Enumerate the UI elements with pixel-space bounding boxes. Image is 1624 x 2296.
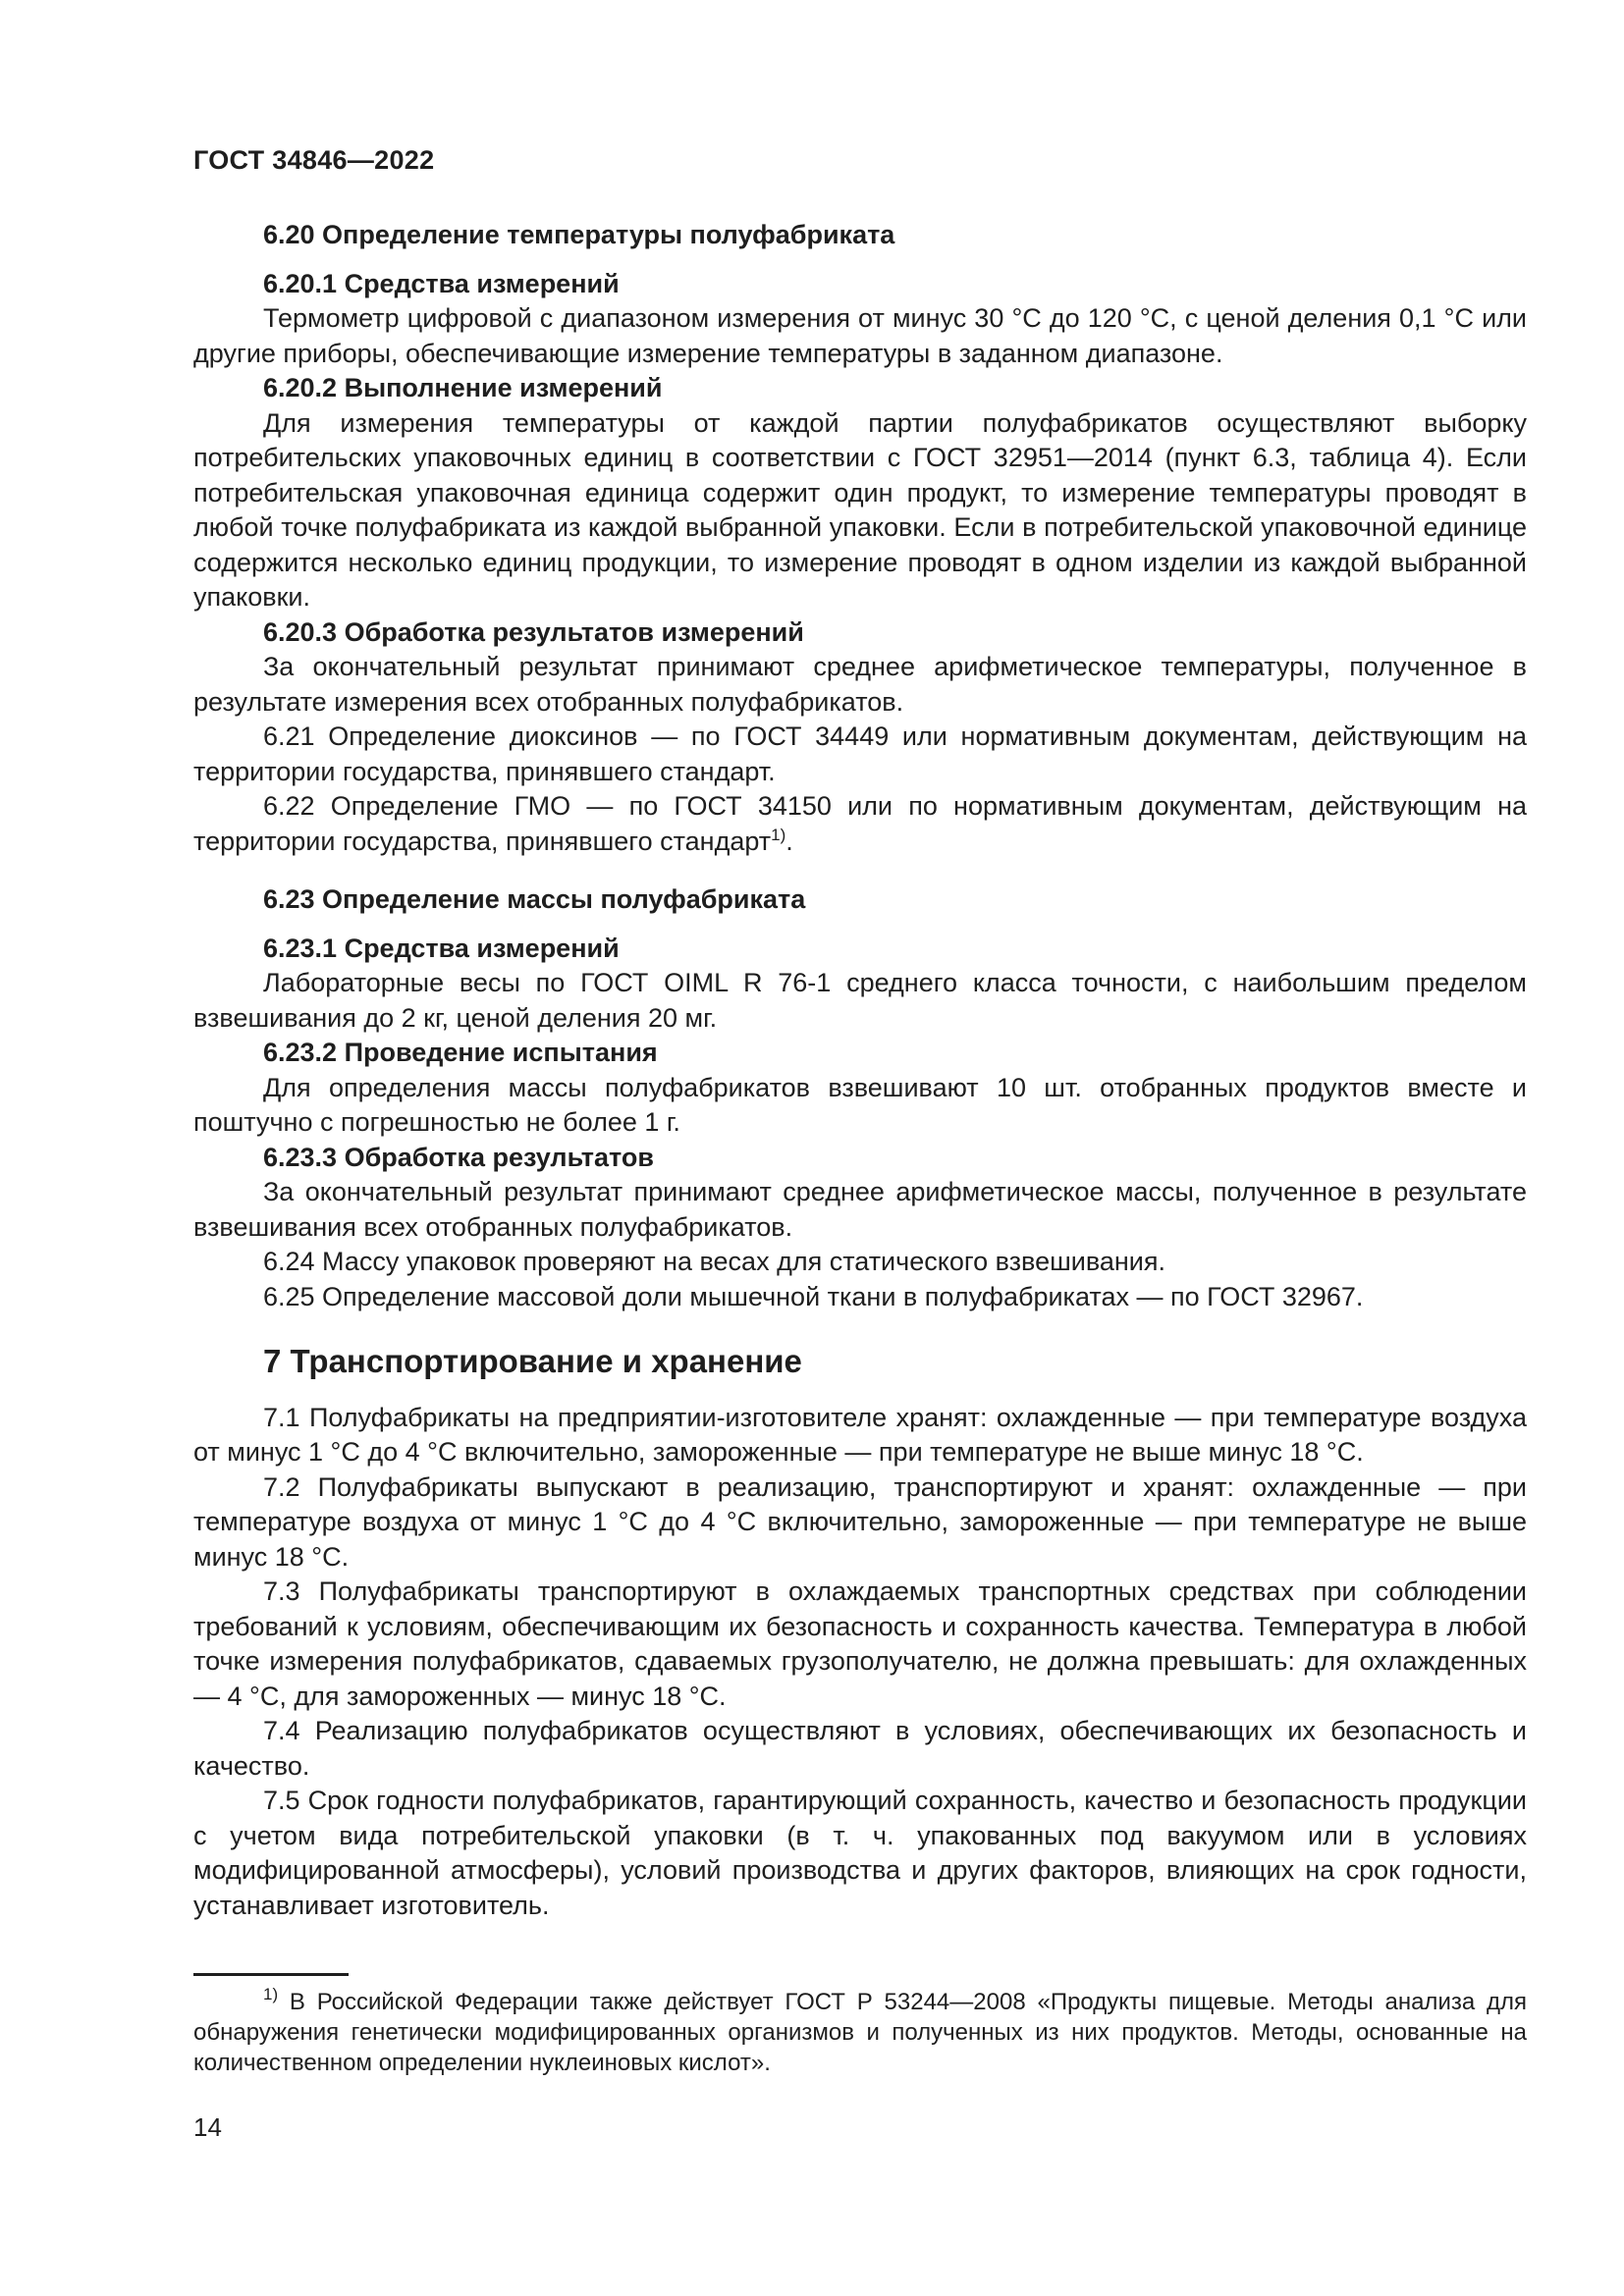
footnote-text: В Российской Федерации также действует ГОСТ Р 53244—2008 «Продукты пищевые. Методы анализа для обнаружения генетически модифицированных организмов и полученных из них продуктов. Методы, основанные на количественном определении нуклеиновых кислот».: [193, 1989, 1527, 2076]
section-6-23-1-title: 6.23.1 Средства измерений: [263, 933, 620, 963]
section-6-20-3-title: 6.20.3 Обработка результатов измерений: [263, 616, 804, 647]
section-6-20-title: 6.20 Определение температуры полуфабриката: [263, 220, 895, 249]
footnote-marker: 1): [263, 1985, 279, 2003]
section-6-22-paragraph: [193, 789, 1527, 859]
section-6-25-text: 6.25 Определение массовой доли мышечной ткани в полуфабрикатах — по ГОСТ 32967.: [263, 1281, 1364, 1311]
footnote-divider: [193, 1973, 349, 1976]
section-6-20-3-text: За окончательный результат принимают среднее арифметическое температуры, полученное в результате измерения всех отобранных полуфабрикатов.: [193, 652, 1527, 717]
section-6-21-text: 6.21 Определение диоксинов — по ГОСТ 34449 или нормативным документам, действующим на территории государства, принявшего стандарт.: [193, 721, 1527, 786]
section-7-2-text: 7.2 Полуфабрикаты выпускают в реализацию, транспортируют и хранят: охлажденные — при температуре воздуха от минус 1 °С до 4 °С включительно, замороженные — при температуре не выше минус 18 °С.: [193, 1471, 1527, 1572]
section-6-23-2-text: Для определения массы полуфабрикатов взвешивают 10 шт. отобранных продуктов вместе и поштучно с погрешностью не более 1 г.: [193, 1072, 1527, 1137]
section-7-1-text: 7.1 Полуфабрикаты на предприятии-изготовителе хранят: охлажденные — при температуре воздуха от минус 1 °С до 4 °С включительно, замороженные — при температуре не выше минус 18 °С.: [193, 1402, 1527, 1467]
section-6-20-1-title: 6.20.1 Средства измерений: [263, 268, 620, 298]
section-6-23-3-text: За окончательный результат принимают среднее арифметическое массы, полученное в результате взвешивания всех отобранных полуфабрикатов.: [193, 1177, 1527, 1242]
footnote-reference: 1): [771, 825, 786, 844]
chapter-7-title: 7 Транспортирование и хранение: [263, 1343, 802, 1379]
section-7-5-text: 7.5 Срок годности полуфабрикатов, гарантирующий сохранность, качество и безопасность продукции с учетом вида потребительской упаковки (в т. ч. упакованных под вакуумом или в условиях модифицированной атмосферы), условий производства и других факторов, влияющих на срок годности, устанавливает изготовитель.: [193, 1786, 1527, 1920]
section-6-20-1-text: Термометр цифровой с диапазоном измерения от минус 30 °С до 120 °С, с ценой деления 0,1 °С или другие приборы, обеспечивающие измерение температуры в заданном диапазоне.: [193, 303, 1527, 368]
section-7-4-text: 7.4 Реализацию полуфабрикатов осуществляют в условиях, обеспечивающих их безопасность и качество.: [193, 1716, 1527, 1781]
section-6-23-3-title: 6.23.3 Обработка результатов: [263, 1142, 654, 1172]
section-7-3-text: 7.3 Полуфабрикаты транспортируют в охлаждаемых транспортных средствах при соблюдении требований к условиям, обеспечивающим их безопасность и сохранность качества. Температура в любой точке измерения полуфабрикатов, сдаваемых грузополучателю, не должна превышать: для охлажденных — 4 °С, для замороженных — минус 18 °С.: [193, 1576, 1527, 1711]
section-6-22-end: .: [785, 826, 793, 856]
section-6-23-title: 6.23 Определение массы полуфабриката: [263, 884, 806, 914]
document-body: [193, 218, 1527, 1923]
section-6-20-2-title: 6.20.2 Выполнение измерений: [263, 373, 663, 402]
footnote-paragraph: [193, 1987, 1527, 2078]
section-6-24-text: 6.24 Массу упаковок проверяют на весах для статического взвешивания.: [263, 1247, 1166, 1276]
page-number: 14: [193, 2112, 222, 2142]
section-6-23-2-title: 6.23.2 Проведение испытания: [263, 1038, 658, 1067]
footnote: [193, 1987, 1527, 2078]
section-6-20-2-text: Для измерения температуры от каждой партии полуфабрикатов осуществляют выборку потребительских упаковочных единиц в соответствии с ГОСТ 32951—2014 (пункт 6.3, таблица 4). Если потребительская упаковочная единица содержит один продукт, то измерение температуры проводят в любой точке полуфабриката из каждой выбранной упаковки. Если в потребительской упаковочной единице содержится несколько единиц продукции, то измерение проводят в одном изделии из каждой выбранной упаковки.: [193, 407, 1527, 612]
section-6-23-1-text: Лабораторные весы по ГОСТ OIML R 76-1 среднего класса точности, с наибольшим пределом взвешивания до 2 кг, ценой деления 20 мг.: [193, 968, 1527, 1033]
section-6-22-text: 6.22 Определение ГМО — по ГОСТ 34150 или по нормативным документам, действующим на территории государства, принявшего стандарт: [193, 791, 1527, 856]
document-header-code: ГОСТ 34846—2022: [193, 145, 435, 175]
